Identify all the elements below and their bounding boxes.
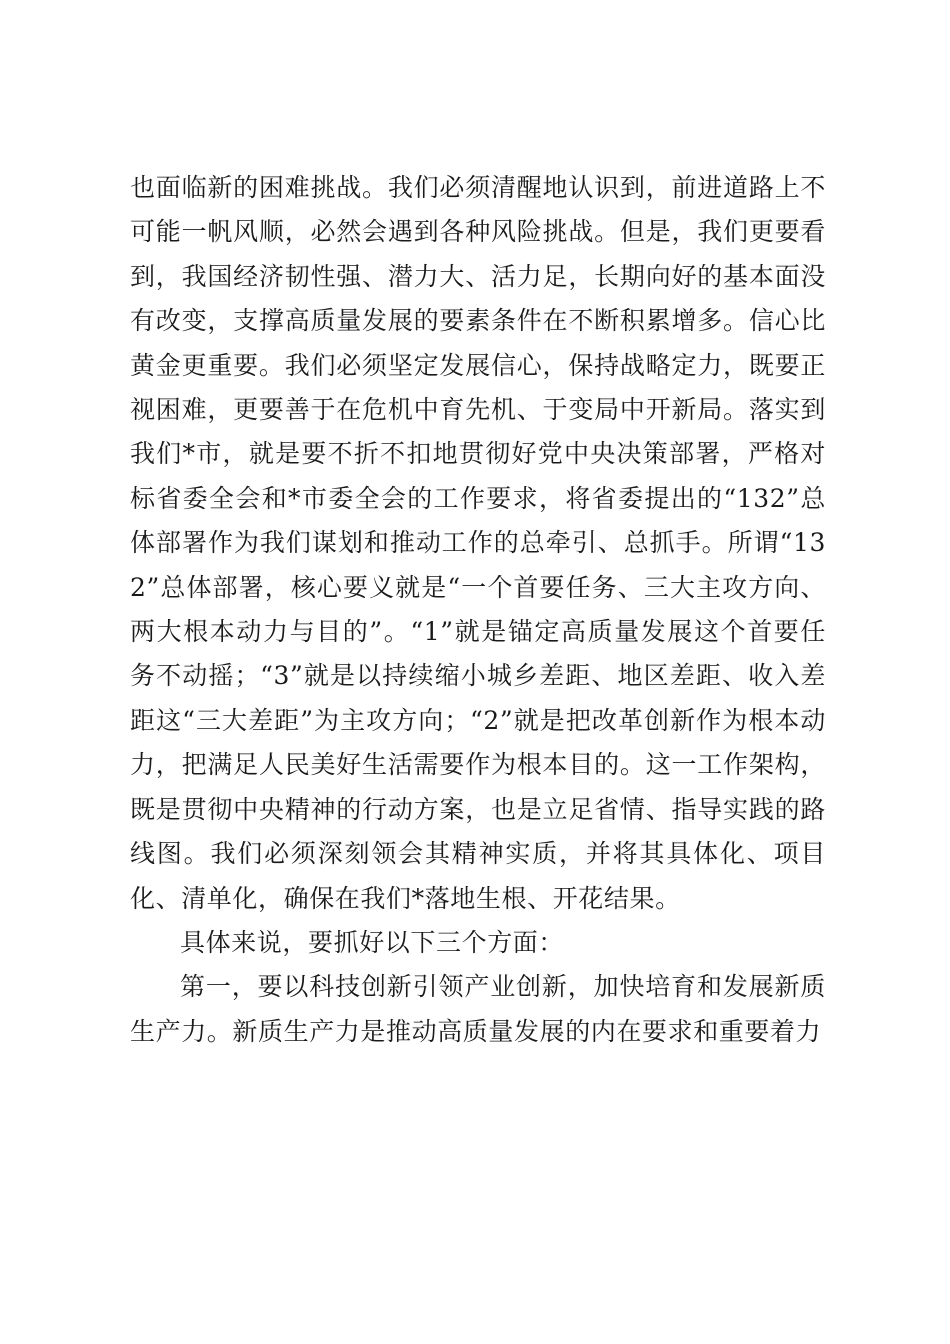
paragraph-intro: 具体来说，要抓好以下三个方面： — [180, 927, 565, 957]
paragraph-continuation: 也面临新的困难挑战。我们必须清醒地认识到，前进道路上不可能一帆风顺，必然会遇到各种风险挑战。但是，我们更要看到，我国经济韧性强、潜力大、活力足，长期向好的基本面没有改变，支撑高质量发展的要素条件在不断积累增多。信心比黄金更重要。我们必须坚定发展信心，保持战略定力，既要正视困难，更要善于在危机中育先机、于变局中开新局。落实到我们*市，就是要不折不扣地贯彻好党中央决策部署，严格对标省委全会和*市委全会的工作要求，将省委提出的“132”总体部署作为我们谋划和推动工作的总牵引、总抓手。所谓“132”总体部署，核心要义就是“一个首要任务、三大主攻方向、两大根本动力与目的”。“1”就是锚定高质量发展这个首要任务不动摇；“3”就是以持续缩小城乡差距、地区差距、收入差距这“三大差距”为主攻方向；“2”就是把改革创新作为根本动力，把满足人民美好生活需要作为根本目的。这一工作架构，既是贯彻中央精神的行动方案，也是立足省情、指导实践的路线图。我们必须深刻领会其精神实质，并将其具体化、项目化、清单化，确保在我们*落地生根、开花结果。 — [130, 173, 826, 913]
document-body — [130, 166, 826, 1054]
paragraph-first-point: 第一，要以科技创新引领产业创新，加快培育和发展新质生产力。新质生产力是推动高质量发展的内在要求和重要着力 — [130, 972, 826, 1046]
